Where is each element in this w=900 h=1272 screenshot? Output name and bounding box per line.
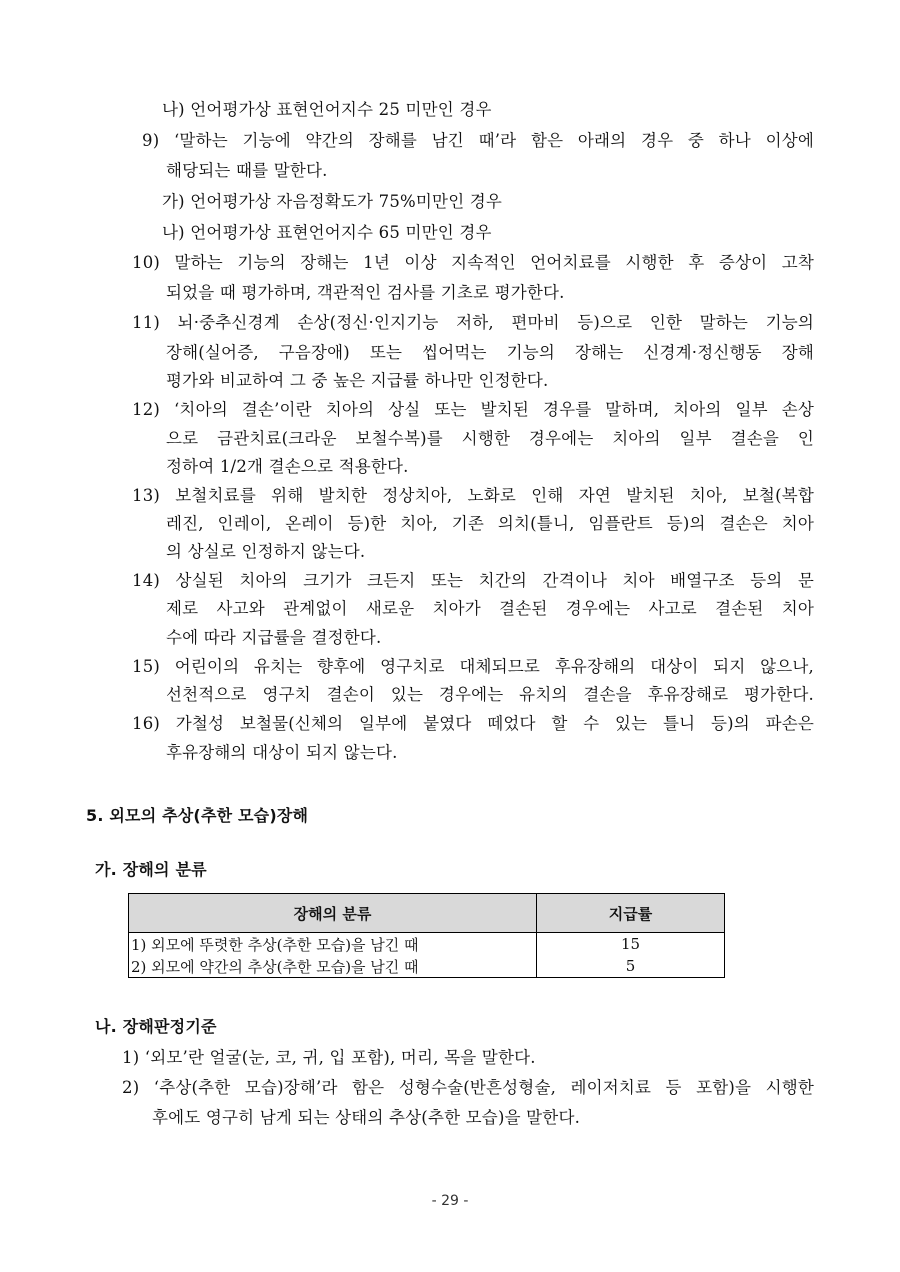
text-line: 선천적으로 영구치 결손이 있는 경우에는 유치의 결손을 후유장해로 평가한다. xyxy=(166,685,814,704)
grade-table xyxy=(128,893,725,978)
text-line: 가) 언어평가상 자음정확도가 75%미만인 경우 xyxy=(162,192,503,211)
text-line: 나) 언어평가상 표현언어지수 65 미만인 경우 xyxy=(162,223,492,242)
text-line: 해당되는 때를 말한다. xyxy=(166,161,328,180)
text-line: 15) 어린이의 유치는 향후에 영구치로 대체되므로 후유장해의 대상이 되지 않으나, xyxy=(132,657,814,676)
subsection-title: 나. 장해판정기준 xyxy=(95,1017,217,1036)
text-line: 의 상실로 인정하지 않는다. xyxy=(166,542,366,561)
text-line: 제로 사고와 관계없이 새로운 치아가 결손된 경우에는 사고로 결손된 치아 xyxy=(166,599,814,618)
text-line: 장해(실어증, 구음장애) 또는 씹어먹는 기능의 장해는 신경계·정신행동 장해 xyxy=(166,343,814,362)
text-line: 나) 언어평가상 표현언어지수 25 미만인 경우 xyxy=(162,100,492,119)
table-header-row xyxy=(129,894,725,933)
text-line: 11) 뇌·중추신경계 손상(정신·인지기능 저하, 편마비 등)으로 인한 말하는 기능의 xyxy=(132,313,814,332)
row-rate: 15 xyxy=(537,933,725,956)
column-header-rate: 지급률 xyxy=(537,894,725,933)
text-line: 16) 가철성 보철물(신체의 일부에 붙였다 떼었다 할 수 있는 틀니 등)의 파손은 xyxy=(132,714,814,733)
row-rate: 5 xyxy=(537,955,725,978)
section-title: 5. 외모의 추상(추한 모습)장해 xyxy=(86,806,309,825)
row-category: 1) 외모에 뚜렷한 추상(추한 모습)을 남긴 때 xyxy=(129,933,537,956)
text-line: 레진, 인레이, 온레이 등)한 치아, 기존 의치(틀니, 임플란트 등)의 결손은 치아 xyxy=(166,514,814,533)
text-line: 후유장해의 대상이 되지 않는다. xyxy=(166,743,398,762)
text-line: 수에 따라 지급률을 결정한다. xyxy=(166,628,382,647)
text-line: 14) 상실된 치아의 크기가 크든지 또는 치간의 간격이나 치아 배열구조 등의 문 xyxy=(132,571,814,590)
text-line: 10) 말하는 기능의 장해는 1년 이상 지속적인 언어치료를 시행한 후 증상이 고착 xyxy=(132,253,814,272)
text-line: 12) ‘치아의 결손’이란 치아의 상실 또는 발치된 경우를 말하며, 치아의 일부 손상 xyxy=(132,400,814,419)
text-line: 후에도 영구히 남게 되는 상태의 추상(추한 모습)을 말한다. xyxy=(152,1108,581,1127)
table-row xyxy=(129,933,725,956)
text-line: 13) 보철치료를 위해 발치한 정상치아, 노화로 인해 자연 발치된 치아, 보철(복합 xyxy=(132,486,814,505)
text-line: 2) ‘추상(추한 모습)장해’라 함은 성형수술(반흔성형술, 레이저치료 등 포함)을 시행한 xyxy=(122,1078,814,1097)
text-line: 평가와 비교하여 그 중 높은 지급률 하나만 인정한다. xyxy=(166,371,549,390)
text-line: 정하여 1/2개 결손으로 적용한다. xyxy=(166,457,409,476)
table-row xyxy=(129,955,725,978)
column-header-category: 장해의 분류 xyxy=(129,894,537,933)
text-line: 으로 금관치료(크라운 보철수복)를 시행한 경우에는 치아의 일부 결손을 인 xyxy=(166,429,814,448)
page-number: - 29 - xyxy=(431,1193,469,1209)
text-line: 9) ‘말하는 기능에 약간의 장해를 남긴 때’라 함은 아래의 경우 중 하나 이상에 xyxy=(142,131,814,150)
text-line: 1) ‘외모’란 얼굴(눈, 코, 귀, 입 포함), 머리, 목을 말한다. xyxy=(122,1048,536,1067)
subsection-title: 가. 장해의 분류 xyxy=(95,860,207,879)
row-category: 2) 외모에 약간의 추상(추한 모습)을 남긴 때 xyxy=(129,955,537,978)
text-line: 되었을 때 평가하며, 객관적인 검사를 기초로 평가한다. xyxy=(166,283,565,302)
